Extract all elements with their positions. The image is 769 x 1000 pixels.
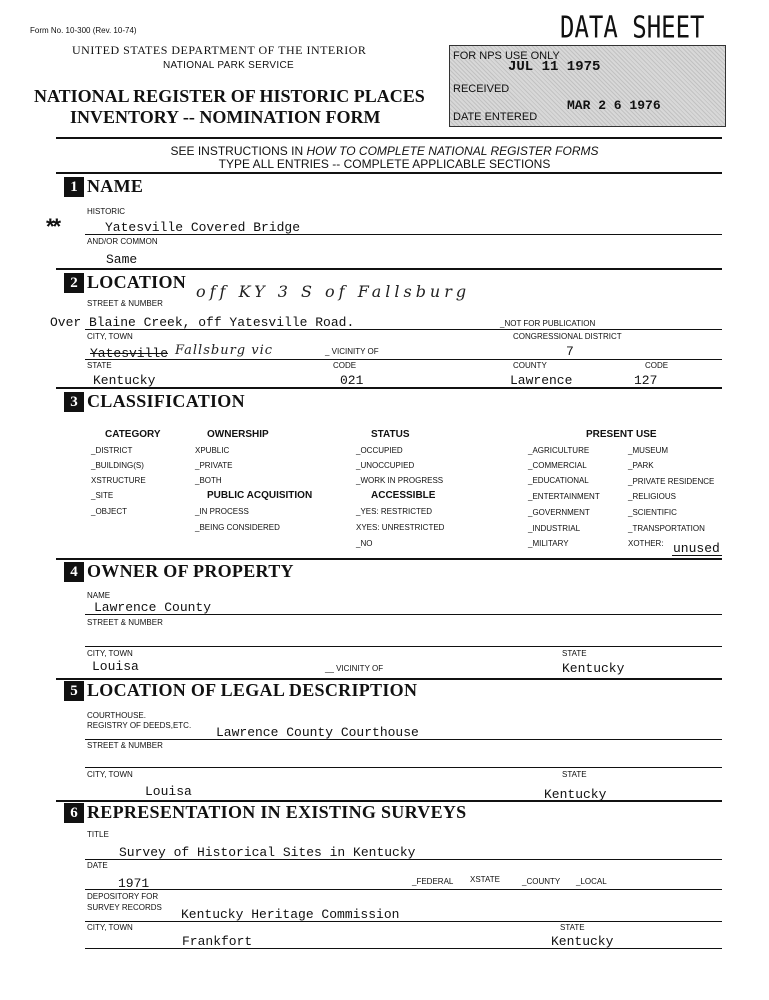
- accessible-restricted: _YES: RESTRICTED: [356, 507, 433, 516]
- city-value-struck: Yatesville: [90, 346, 169, 361]
- category-heading: CATEGORY: [105, 429, 161, 440]
- use-museum: _MUSEUM: [628, 446, 669, 455]
- form-number: Form No. 10-300 (Rev. 10-74): [30, 26, 137, 35]
- state-label: STATE: [87, 361, 112, 370]
- common-label: AND/OR COMMON: [87, 237, 158, 246]
- legal-state-value: Kentucky: [544, 787, 607, 802]
- instructions-title: HOW TO COMPLETE NATIONAL REGISTER FORMS: [306, 144, 599, 158]
- department-name: UNITED STATES DEPARTMENT OF THE INTERIOR: [72, 43, 367, 57]
- field-line: [85, 948, 722, 949]
- section-title: CLASSIFICATION: [87, 391, 245, 411]
- field-line: [85, 646, 722, 647]
- depository-label-1: DEPOSITORY FOR: [87, 892, 159, 901]
- county-value: Lawrence: [510, 373, 573, 388]
- field-line: [85, 614, 722, 615]
- use-other-value: unused: [673, 541, 720, 556]
- date-entered-stamp: MAR 2 6 1976: [567, 98, 661, 113]
- street-value: Over Blaine Creek, off Yatesville Road.: [50, 315, 355, 330]
- survey-state-label: STATE: [560, 923, 585, 932]
- vicinity-label: _ VICINITY OF: [325, 347, 379, 356]
- divider: [56, 387, 722, 389]
- use-scientific: _SCIENTIFIC: [628, 508, 677, 517]
- county-label: COUNTY: [513, 361, 547, 370]
- category-site: _SITE: [91, 491, 114, 500]
- divider: [56, 137, 722, 139]
- use-park: _PARK: [628, 461, 654, 470]
- section-number: 2: [64, 273, 84, 293]
- ownership-private: _PRIVATE: [195, 461, 233, 470]
- code-label: CODE: [333, 361, 357, 370]
- field-line: [672, 555, 722, 556]
- city-label: CITY, TOWN: [87, 332, 133, 341]
- registry-label: REGISTRY OF DEEDS,ETC.: [87, 721, 192, 730]
- survey-date-label: DATE: [87, 861, 108, 870]
- legal-city-value: Louisa: [145, 784, 192, 799]
- section-2-header: [64, 272, 186, 293]
- survey-federal: _FEDERAL: [412, 877, 454, 886]
- form-subtitle: INVENTORY -- NOMINATION FORM: [70, 107, 381, 127]
- nps-use-only-label: FOR NPS USE ONLY: [453, 50, 560, 62]
- form-title: NATIONAL REGISTER OF HISTORIC PLACES: [34, 86, 425, 106]
- owner-name-value: Lawrence County: [94, 600, 212, 615]
- section-title: NAME: [87, 176, 144, 196]
- field-line: [85, 359, 722, 360]
- handwritten-city: Fallsburg vic: [175, 343, 274, 358]
- courthouse-value: Lawrence County Courthouse: [216, 725, 419, 740]
- owner-street-label: STREET & NUMBER: [87, 618, 163, 627]
- accessible-unrestricted-checked: XYES: UNRESTRICTED: [356, 523, 445, 532]
- legal-city-label: CITY, TOWN: [87, 770, 133, 779]
- handwritten-street: off KY 3 S of Fallsburg: [196, 282, 471, 301]
- status-heading: STATUS: [371, 429, 410, 440]
- field-line: [85, 739, 722, 740]
- owner-city-value: Louisa: [92, 659, 139, 674]
- accessible-no: _NO: [356, 539, 373, 548]
- use-educational: _EDUCATIONAL: [528, 476, 589, 485]
- section-3-header: [64, 391, 245, 412]
- acquisition-in-process: _IN PROCESS: [195, 507, 249, 516]
- section-title: LOCATION OF LEGAL DESCRIPTION: [87, 680, 418, 700]
- service-name: NATIONAL PARK SERVICE: [163, 60, 294, 71]
- survey-county: _COUNTY: [522, 877, 561, 886]
- county-code-label: CODE: [645, 361, 669, 370]
- use-private-residence: _PRIVATE RESIDENCE: [628, 477, 715, 486]
- field-line: [85, 234, 722, 235]
- field-line: [85, 859, 722, 860]
- use-government: _GOVERNMENT: [528, 508, 590, 517]
- owner-name-label: NAME: [87, 591, 111, 600]
- survey-city-value: Frankfort: [182, 934, 253, 949]
- present-use-heading: PRESENT USE: [586, 429, 657, 440]
- ownership-public-checked: XPUBLIC: [195, 446, 230, 455]
- field-line: [85, 329, 722, 330]
- section-number: 1: [64, 177, 84, 197]
- field-line: [85, 889, 722, 890]
- divider: [56, 268, 722, 270]
- category-district: _DISTRICT: [91, 446, 133, 455]
- state-value: Kentucky: [93, 373, 156, 388]
- category-object: _OBJECT: [91, 507, 128, 516]
- survey-date-value: 1971: [118, 876, 150, 891]
- public-acquisition-heading: PUBLIC ACQUISITION: [207, 490, 313, 501]
- state-code-value: 021: [340, 373, 364, 388]
- nps-use-box: [449, 45, 726, 127]
- divider: [56, 172, 722, 174]
- section-number: 3: [64, 392, 84, 412]
- use-transportation: _TRANSPORTATION: [628, 524, 705, 533]
- historic-name-value: Yatesville Covered Bridge: [105, 220, 301, 235]
- section-number: 4: [64, 562, 84, 582]
- street-label: STREET & NUMBER: [87, 299, 163, 308]
- county-code-value: 127: [634, 373, 658, 388]
- owner-state-value: Kentucky: [562, 661, 625, 676]
- date-entered-label: DATE ENTERED: [453, 111, 538, 123]
- section-5-header: [64, 680, 417, 701]
- section-title: OWNER OF PROPERTY: [87, 561, 294, 581]
- field-line: [85, 767, 722, 768]
- ownership-both: _BOTH: [195, 476, 222, 485]
- use-commercial: _COMMERCIAL: [528, 461, 587, 470]
- owner-state-label: STATE: [562, 649, 587, 658]
- section-number: 5: [64, 681, 84, 701]
- survey-local: _LOCAL: [576, 877, 607, 886]
- status-unoccupied: _UNOCCUPIED: [356, 461, 415, 470]
- legal-state-label: STATE: [562, 770, 587, 779]
- common-name-value: Same: [106, 252, 138, 267]
- survey-state-checked: XSTATE: [470, 875, 500, 884]
- accessible-heading: ACCESSIBLE: [371, 490, 436, 501]
- received-label: RECEIVED: [453, 83, 510, 95]
- depository-label-2: SURVEY RECORDS: [87, 903, 162, 912]
- depository-value: Kentucky Heritage Commission: [181, 907, 400, 922]
- category-buildings: _BUILDING(S): [91, 461, 144, 470]
- section-1-header: [64, 176, 143, 197]
- congressional-district-value: 7: [566, 344, 574, 359]
- received-stamp: JUL 11 1975: [508, 59, 601, 75]
- survey-title-value: Survey of Historical Sites in Kentucky: [119, 845, 416, 860]
- section-title: REPRESENTATION IN EXISTING SURVEYS: [87, 802, 467, 822]
- status-work-in-progress: _WORK IN PROGRESS: [356, 476, 444, 485]
- instructions-prefix: SEE INSTRUCTIONS IN: [170, 144, 307, 158]
- acquisition-being-considered: _BEING CONSIDERED: [195, 523, 280, 532]
- owner-city-label: CITY, TOWN: [87, 649, 133, 658]
- survey-state-value: Kentucky: [551, 934, 614, 949]
- category-structure-checked: XSTRUCTURE: [91, 476, 146, 485]
- instructions-line2: TYPE ALL ENTRIES -- COMPLETE APPLICABLE SECTIONS: [218, 157, 551, 171]
- historic-label: HISTORIC: [87, 207, 126, 216]
- congressional-district-label: CONGRESSIONAL DISTRICT: [513, 332, 622, 341]
- section-6-header: [64, 802, 467, 823]
- use-military: _MILITARY: [528, 539, 569, 548]
- owner-vicinity-label: __ VICINITY OF: [325, 664, 384, 673]
- divider: [56, 558, 722, 560]
- legal-street-label: STREET & NUMBER: [87, 741, 163, 750]
- data-sheet-label: DATA SHEET: [560, 10, 705, 45]
- survey-city-label: CITY, TOWN: [87, 923, 133, 932]
- ownership-heading: OWNERSHIP: [207, 429, 269, 440]
- handwritten-asterisk-mark: **: [46, 214, 60, 239]
- section-number: 6: [64, 803, 84, 823]
- use-entertainment: _ENTERTAINMENT: [528, 492, 600, 501]
- survey-title-label: TITLE: [87, 830, 109, 839]
- use-agriculture: _AGRICULTURE: [528, 446, 590, 455]
- status-occupied: _OCCUPIED: [356, 446, 403, 455]
- not-for-publication: _NOT FOR PUBLICATION: [500, 319, 596, 328]
- section-4-header: [64, 561, 294, 582]
- use-religious: _RELIGIOUS: [628, 492, 677, 501]
- use-other-checked: XOTHER:: [628, 539, 664, 548]
- section-title: LOCATION: [87, 272, 187, 292]
- field-line: [85, 921, 722, 922]
- instructions-line1: [0, 144, 769, 158]
- courthouse-label: COURTHOUSE.: [87, 711, 146, 720]
- use-industrial: _INDUSTRIAL: [528, 524, 581, 533]
